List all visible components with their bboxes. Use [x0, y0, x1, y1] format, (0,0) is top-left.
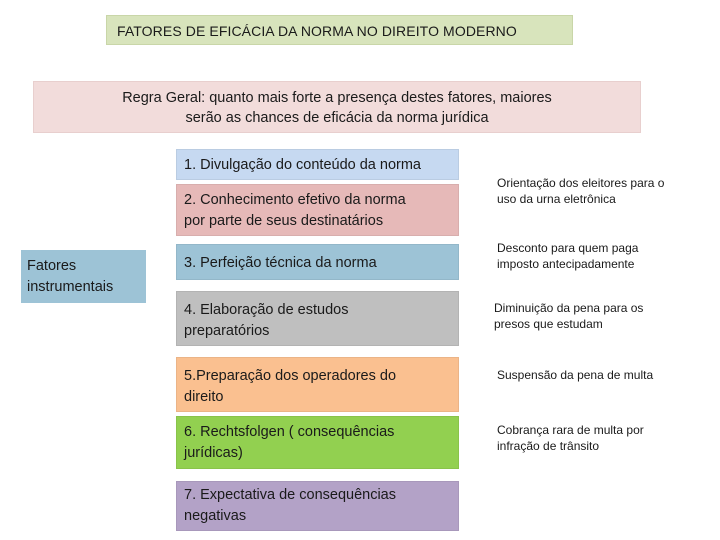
factor-5-line-2: direito	[184, 389, 224, 405]
example-5-line-2: infração de trânsito	[497, 439, 600, 453]
example-1	[497, 175, 717, 207]
factor-7-line-1: 7. Expectativa de consequências	[184, 487, 396, 503]
factor-2-line-2: por parte de seus destinatários	[184, 213, 384, 229]
instrumental-label-line-1: Fatores	[27, 258, 77, 274]
factor-6-box	[176, 416, 459, 469]
factor-1-line-1: 1. Divulgação do conteúdo da norma	[184, 157, 421, 173]
factor-6-line-2: jurídicas)	[184, 445, 243, 461]
factor-4-box	[176, 291, 459, 346]
factor-3-line-1: 3. Perfeição técnica da norma	[184, 255, 377, 271]
general-rule-box	[33, 81, 641, 133]
instrumental-label-line-2: instrumentais	[27, 279, 114, 295]
general-rule-line-1: Regra Geral: quanto mais forte a presença destes fatores, maiores	[122, 90, 552, 106]
factor-2-box	[176, 184, 459, 236]
factor-7-line-2: negativas	[184, 508, 247, 524]
example-2-line-2: imposto antecipadamente	[497, 257, 635, 271]
example-1-line-2: uso da urna eletrônica	[497, 192, 616, 206]
factor-1-box	[176, 149, 459, 180]
factor-4-line-2: preparatórios	[184, 323, 270, 339]
example-4	[497, 367, 717, 383]
factor-7-box	[176, 481, 459, 531]
example-5-line-1: Cobrança rara de multa por	[497, 423, 644, 437]
page-title-text: FATORES DE EFICÁCIA DA NORMA NO DIREITO MODERNO	[117, 23, 517, 39]
example-2-line-1: Desconto para quem paga	[497, 241, 639, 255]
factor-2-line-1: 2. Conhecimento efetivo da norma	[184, 192, 406, 208]
example-3-line-2: presos que estudam	[494, 317, 603, 331]
instrumental-factors-label	[21, 250, 146, 303]
factor-3-box	[176, 244, 459, 280]
example-3	[494, 300, 714, 332]
general-rule-line-2: serão as chances de eficácia da norma jurídica	[185, 110, 489, 126]
example-5	[497, 422, 717, 454]
factor-5-line-1: 5.Preparação dos operadores do	[184, 368, 397, 384]
example-3-line-1: Diminuição da pena para os	[494, 301, 644, 315]
factor-4-line-1: 4. Elaboração de estudos	[184, 302, 349, 318]
factor-5-box	[176, 357, 459, 412]
factor-6-line-1: 6. Rechtsfolgen ( consequências	[184, 424, 395, 440]
example-2	[497, 240, 717, 272]
page-title	[106, 15, 573, 45]
example-1-line-1: Orientação dos eleitores para o	[497, 176, 665, 190]
example-4-line-1: Suspensão da pena de multa	[497, 368, 654, 382]
